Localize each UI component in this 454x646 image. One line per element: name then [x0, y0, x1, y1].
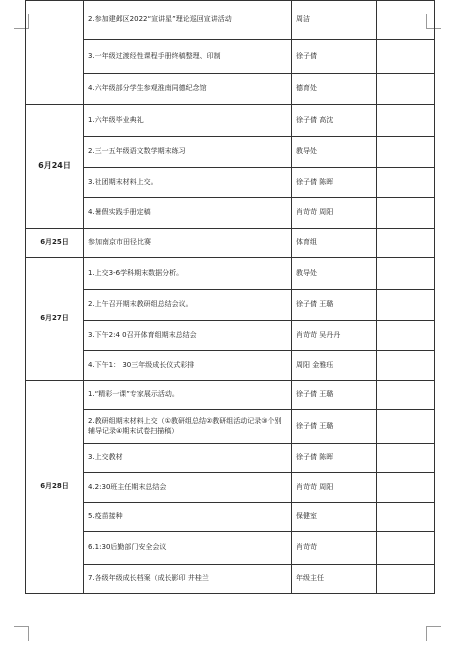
task-cell: 2.参加建邺区2022“宣讲星”理论巡回宣讲活动	[84, 1, 292, 40]
table-row	[26, 1, 435, 40]
owner-cell: 徐子倩 陈晖	[292, 168, 377, 198]
task-cell: 3.下午2:4 0召开体育组期末总结会	[84, 321, 292, 351]
table-row	[26, 198, 435, 229]
table-row	[26, 290, 435, 321]
task-cell: 5.疫苗接种	[84, 503, 292, 532]
task-cell: 3.上交教材	[84, 444, 292, 473]
note-cell	[377, 473, 435, 503]
owner-cell: 徐子倩	[292, 40, 377, 74]
date-cell	[26, 1, 84, 105]
table-row	[26, 258, 435, 290]
date-cell: 6月24日	[26, 105, 84, 229]
task-cell: 参加南京市田径比赛	[84, 229, 292, 258]
owner-cell: 教导处	[292, 258, 377, 290]
note-cell	[377, 258, 435, 290]
task-cell: 6.1:30后勤部门安全会议	[84, 532, 292, 565]
task-cell: 4.下午1： 30三年级成长仪式彩排	[84, 351, 292, 381]
schedule-table	[25, 0, 435, 594]
note-cell	[377, 168, 435, 198]
note-cell	[377, 503, 435, 532]
task-cell: 4.2:30班主任期末总结会	[84, 473, 292, 503]
table-row	[26, 532, 435, 565]
owner-cell: 教导处	[292, 137, 377, 168]
table-row	[26, 229, 435, 258]
note-cell	[377, 1, 435, 40]
note-cell	[377, 290, 435, 321]
table-row	[26, 381, 435, 410]
note-cell	[377, 410, 435, 444]
table-row	[26, 565, 435, 594]
page-corner-mark-bottom-right	[426, 626, 441, 641]
note-cell	[377, 444, 435, 473]
note-cell	[377, 351, 435, 381]
owner-cell: 体育组	[292, 229, 377, 258]
owner-cell: 肖苛苛 周阳	[292, 198, 377, 229]
date-cell: 6月28日	[26, 381, 84, 594]
task-cell: 4.六年级部分学生参观淮南同德纪念馆	[84, 74, 292, 105]
table-row	[26, 74, 435, 105]
table-row	[26, 40, 435, 74]
table-row	[26, 137, 435, 168]
owner-cell: 肖苛苛 周阳	[292, 473, 377, 503]
owner-cell: 周阳 金雅珏	[292, 351, 377, 381]
table-row	[26, 351, 435, 381]
note-cell	[377, 565, 435, 594]
owner-cell: 肖苛苛	[292, 532, 377, 565]
date-cell: 6月27日	[26, 258, 84, 381]
owner-cell: 徐子倩 王璐	[292, 410, 377, 444]
note-cell	[377, 198, 435, 229]
owner-cell: 徐子倩 王璐	[292, 290, 377, 321]
task-cell: 3.社团期末材料上交。	[84, 168, 292, 198]
owner-cell: 周洁	[292, 1, 377, 40]
task-cell: 1.“精彩一课”专家展示活动。	[84, 381, 292, 410]
task-cell: 2.三一五年级语文数学期末练习	[84, 137, 292, 168]
task-cell: 4.暑假实践手册定稿	[84, 198, 292, 229]
owner-cell: 肖苛苛 吴丹丹	[292, 321, 377, 351]
owner-cell: 徐子倩 王璐	[292, 381, 377, 410]
note-cell	[377, 74, 435, 105]
owner-cell: 年级主任	[292, 565, 377, 594]
table-row	[26, 503, 435, 532]
owner-cell: 保健室	[292, 503, 377, 532]
note-cell	[377, 321, 435, 351]
page-corner-mark-bottom-left	[14, 626, 29, 641]
table-row	[26, 321, 435, 351]
task-cell: 3.一年级过渡经性课程手册终稿整理、印制	[84, 40, 292, 74]
note-cell	[377, 381, 435, 410]
table-row	[26, 473, 435, 503]
note-cell	[377, 105, 435, 137]
task-cell: 1.六年级毕业典礼	[84, 105, 292, 137]
note-cell	[377, 532, 435, 565]
date-cell: 6月25日	[26, 229, 84, 258]
task-cell: 7.各级年级成长档案（成长影印 井桂兰	[84, 565, 292, 594]
owner-cell: 德育处	[292, 74, 377, 105]
table-row	[26, 444, 435, 473]
task-cell: 2.教研组期末材料上交（①教研组总结②教研组活动记录③个别辅导记录④期末试卷扫描稿）	[84, 410, 292, 444]
note-cell	[377, 229, 435, 258]
table-row	[26, 105, 435, 137]
task-cell: 1.上交3-6学科期末数据分析。	[84, 258, 292, 290]
note-cell	[377, 137, 435, 168]
task-cell: 2.上午召开期末教研组总结会议。	[84, 290, 292, 321]
table-row	[26, 410, 435, 444]
note-cell	[377, 40, 435, 74]
owner-cell: 徐子倩 高沈	[292, 105, 377, 137]
table-row	[26, 168, 435, 198]
owner-cell: 徐子倩 陈晖	[292, 444, 377, 473]
